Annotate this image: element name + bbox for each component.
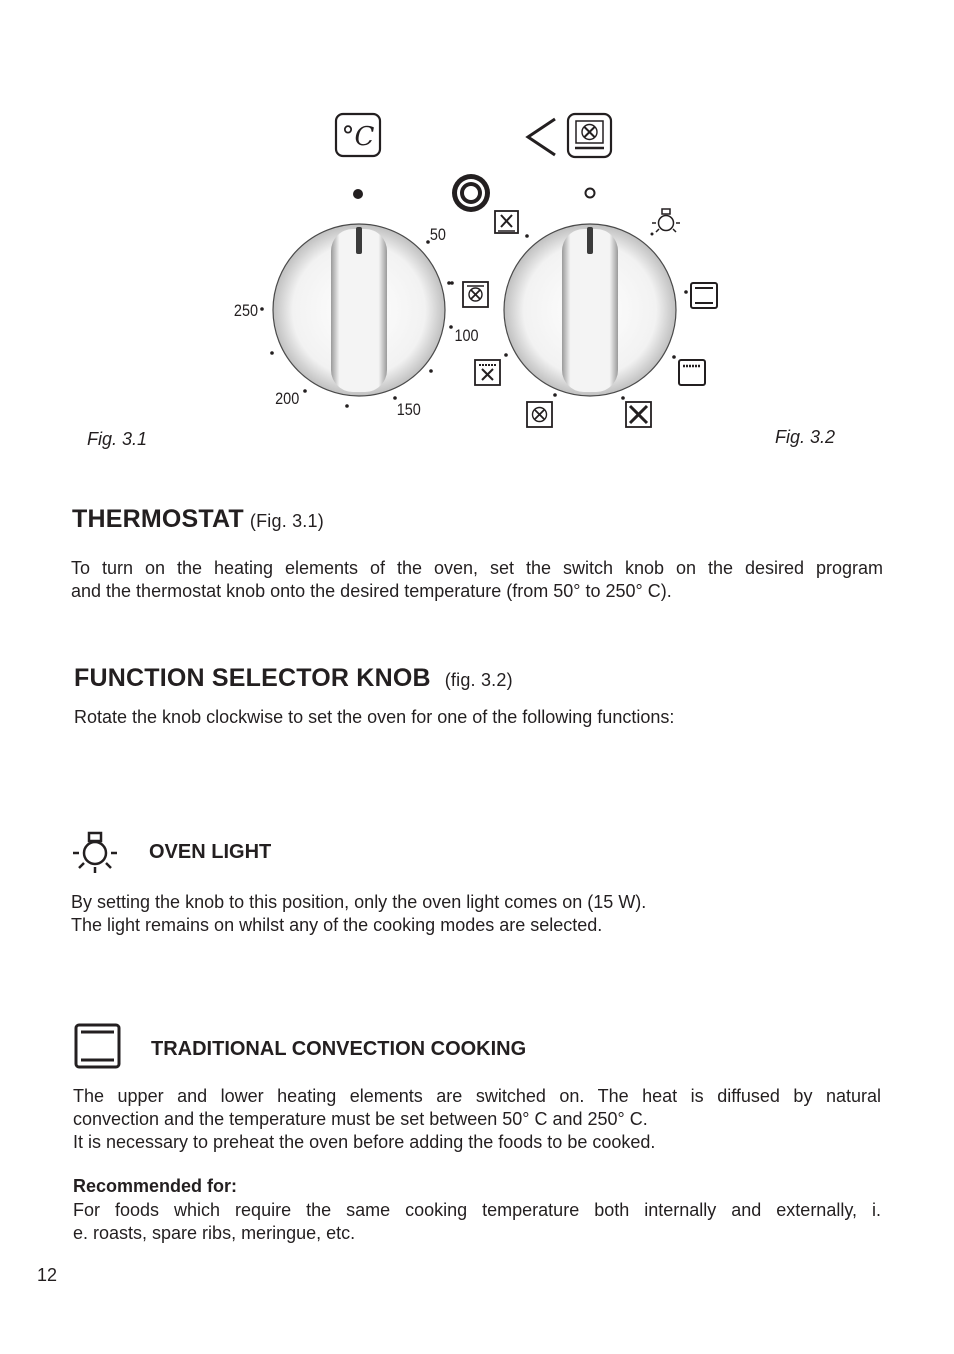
function-selector-knob <box>504 224 676 396</box>
reverse-arrow-icon <box>528 119 555 155</box>
function-selector-intro: Rotate the knob clockwise to set the oven for one of the following functions: <box>74 707 675 727</box>
recommended-label: Recommended for: <box>73 1176 238 1196</box>
double-grill-icon <box>475 353 508 385</box>
oven-light-heading: OVEN LIGHT <box>149 841 272 863</box>
oven-light-paragraph: By setting the knob to this position, only the oven light comes on (15 W). The light remains on whilst any of the cooking modes are selected. <box>71 892 647 935</box>
scale-label-100: 100 <box>454 326 479 346</box>
svg-text:°C: °C <box>341 122 375 152</box>
traditional-convection-paragraph: The upper and lower heating elements are switched on. The heat is diffused by natural convection and the temperature must be set between 50° C and 250° C. It is necessary to preheat the oven before adding the foods to be cooked. <box>73 1086 881 1152</box>
figure-caption-3-1: Fig. 3.1 <box>87 429 148 449</box>
full-grill-icon <box>621 396 651 427</box>
fan-element-icon <box>568 114 611 157</box>
selector-indicator-dot <box>586 189 595 198</box>
light-icon <box>651 209 681 236</box>
thermostat-paragraph: To turn on the heating elements of the oven, set the switch knob on the desired program and the thermostat knob onto the desired temperature (from 50° to 250° C). <box>71 558 883 601</box>
scale-label-150: 150 <box>396 400 421 420</box>
hob-ring-icon <box>452 174 490 212</box>
recommended-paragraph: For foods which require the same cooking temperature both internally and externally, i. e. roasts, spare ribs, meringue, etc. <box>73 1200 881 1243</box>
oven-knobs-figure <box>225 105 745 435</box>
traditional-icon <box>684 283 717 308</box>
fan-icon <box>527 393 557 427</box>
traditional-convection-heading: TRADITIONAL CONVECTION COOKING <box>151 1038 527 1060</box>
scale-label-250: 250 <box>233 301 259 321</box>
function-selector-figure-ref: (fig. 3.2) <box>444 670 513 690</box>
function-selector-heading: FUNCTION SELECTOR KNOB (fig. 3.2) <box>74 664 513 692</box>
thermostat-figure-ref: (Fig. 3.1) <box>249 511 324 531</box>
fan-grill-icon <box>450 281 488 307</box>
grill-icon <box>495 211 529 238</box>
scale-label-200: 200 <box>275 389 300 409</box>
celsius-icon <box>336 114 380 156</box>
scale-label-50: 50 <box>429 225 446 245</box>
thermostat-indicator-dot <box>353 189 363 199</box>
page-number: 12 <box>37 1265 58 1285</box>
upper-element-icon <box>672 355 705 385</box>
oven-light-icon <box>71 831 119 875</box>
traditional-convection-icon <box>74 1023 122 1069</box>
thermostat-knob <box>273 224 445 396</box>
thermostat-heading: THERMOSTAT (Fig. 3.1) <box>72 505 324 533</box>
figure-caption-3-2: Fig. 3.2 <box>775 427 836 447</box>
